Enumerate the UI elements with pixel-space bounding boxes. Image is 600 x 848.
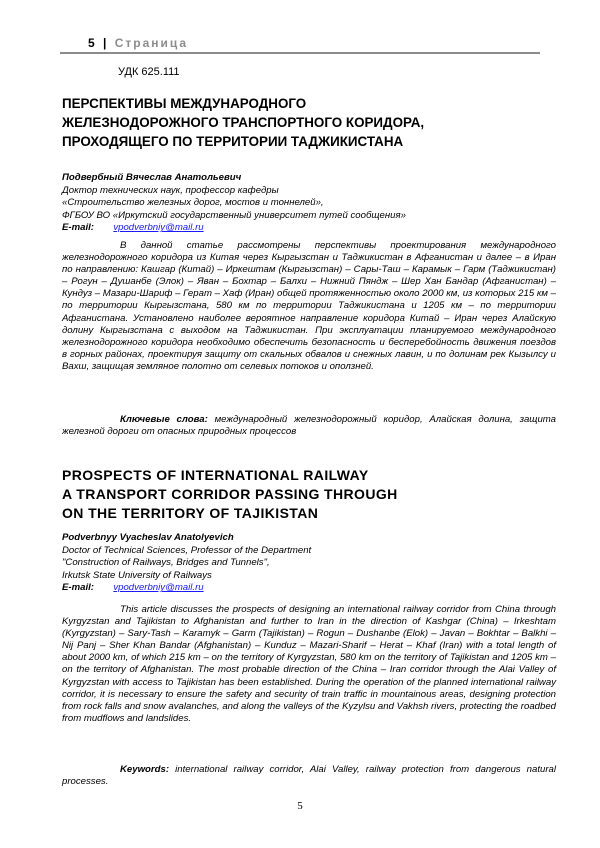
header-page-word: Страница [114,36,189,50]
keywords-ru [62,414,556,439]
author-name-en: Podverbnyy Vyacheslav Anatolyevich [62,532,234,543]
author-name-ru: Подвербный Вячеслав Анатольевич [62,172,242,183]
title-ru-line: ЖЕЛЕЗНОДОРОЖНОГО ТРАНСПОРТНОГО КОРИДОРА, [62,115,425,130]
keywords-label-en: Keywords: [120,764,170,775]
keywords-text-ru: международный железнодорожный коридор, Алайская долина, защита железной дороги от опасных природных процессов [62,414,557,438]
author-block-en [62,532,552,595]
affiliation-line: Irkutsk State University of Railways [62,569,212,581]
title-en-line: PROSPECTS OF INTERNATIONAL RAILWAY [62,467,369,483]
keywords-en [62,764,556,789]
affiliation-line: "Construction of Railways, Bridges and Tunnels", [62,557,270,569]
title-ru-line: ПЕРСПЕКТИВЫ МЕЖДУНАРОДНОГО [62,96,307,111]
udk-code: УДК 625.111 [118,66,180,78]
affiliation-line: «Строительство железных дорог, мостов и тоннелей», [62,197,324,209]
email-label-ru: E-mail: [62,222,94,234]
email-link-ru[interactable]: vpodverbniy@mail.ru [113,222,204,234]
keywords-text-en: international railway corridor, Alai Valley, railway protection from dangerous natural processes. [62,764,557,788]
affiliation-line: ФГБОУ ВО «Иркутский государственный университет путей сообщения» [62,209,406,221]
header-rule [60,52,540,54]
keywords-label-ru: Ключевые слова: [120,414,208,425]
author-block-ru [62,172,552,235]
abstract-ru [62,240,556,373]
title-ru-line: ПРОХОДЯЩЕГО ПО ТЕРРИТОРИИ ТАДЖИКИСТАНА [62,134,404,149]
title-ru [62,94,542,151]
header-page-number: 5 [88,36,96,50]
running-header [88,36,188,50]
affiliation-line: Doctor of Technical Sciences, Professor of the Department [62,544,312,556]
title-en-line: ON THE TERRITORY OF TAJIKISTAN [62,505,319,521]
abstract-en [62,604,556,725]
email-link-en[interactable]: vpodverbniy@mail.ru [113,582,204,594]
abstract-en-text: This article discusses the prospects of designing an international railway corridor from China through Kyrgyzstan and Tajikistan to Afghanistan and further to Iran in the direction of Kashgar (China) – Irkeshtam (Kyrgyzstan) – Sary-Tash – Karamyk – Garm (Tajikistan) – Rogun – Dushanbe (Elok) – Javan – Bokhtar – Balkhi – Nij Panj – Sher Khan Bandar (Afghanistan) – Kunduz – Mazari-Sharif – Herat – Khaf (Iran) with a total length of about 2000 km, of which 215 km – on the territory of Kyrgyzstan, 580 km on the territory of Tajikistan and 1205 km – on the territory of Afghanistan. The most probable direction of the China – Iran corridor through the Alai Valley of Kyrgyzstan with access to Tajikistan has been established. During the operation of the planned international railway corridor, it is necessary to ensure the safety and security of train traffic in mountainous areas, designing protection from rock falls and snow avalanches, and along the valleys of the Kyzylsu and Vakhsh rivers, protecting the roadbed from mudflows and landslides. [62,604,556,724]
header-separator: | [103,36,108,50]
abstract-ru-text: В данной статье рассмотрены перспективы проектирования международного железнодорожного коридора из Китая через Кыргызстан и Таджикистан в Афганистан и далее – в Иран по направлению: Кашгар (Китай) – Иркештам (Кыргызстан) – Сары-Таш – Карамык – Гарм (Таджикистан) – Рогун – Душанбе (Элок) – Яван – Бохтар – Балхи – Нижний Пяндж – Шер Хан Бандар (Афганистан) – Кундуз – Мазари-Шариф – Герат – Хаф (Иран) общей протяженностью около 2000 км, из которых 215 км – по территории Кыргызстана, 580 км по территории Таджикистана и 1205 км – по территории Афганистана. Установлено наиболее вероятное направление коридора Китай – Иран через Алайскую долину Кыргызстана с выходом на Таджикистан. При эксплуатации планируемого международного железнодорожного коридора необходимо обеспечить безопасность и бесперебойность движения поездов в горных районах, проектируя защиту от скальных обвалов и снежных лавин, и по долинам рек Кызылсу и Вахш, защищая земляное полотно от селевых потоков и оползней. [62,240,556,372]
title-en-line: A TRANSPORT CORRIDOR PASSING THROUGH [62,486,398,502]
affiliation-line: Доктор технических наук, профессор кафедры [62,184,279,196]
title-en [62,466,542,523]
email-label-en: E-mail: [62,582,94,594]
footer-page-number: 5 [297,800,303,812]
